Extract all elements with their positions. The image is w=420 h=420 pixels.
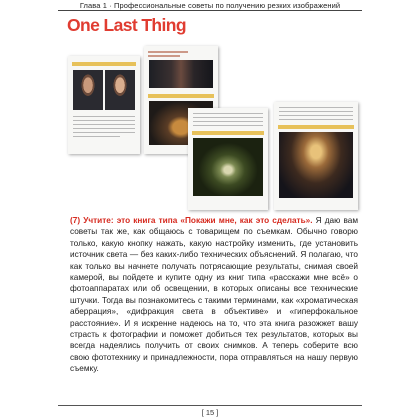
paragraph-lead: (7) Учтите: это книга типа «Покажи мне, как это сделать». xyxy=(70,216,313,225)
book-spread-illustration xyxy=(68,44,368,212)
header-rule xyxy=(58,10,362,11)
section-title: One Last Thing xyxy=(67,15,186,35)
paragraph-text: Я даю вам советы так же, как общаюсь с товарищем по съемкам. Обычно говорю только, какую кнопку нажать, какую настройку изменить, где установить источник света — без каких-либо технических объяснений. Я полагаю, что как только вы начнете получать потрясающие результаты, снимая своей камерой, вы пойдете и купите одну из книг типа «расскажи мне всё» о фотоаппаратах или об освещении, в которых описаны все технические штучки. Тогда вы познакомитесь с такими терминами, как «хроматическая аберрация», «дифракция света в объективе» и «гиперфокальное расстояние». И я искренне надеюсь на то, что эта книга разожжет вашу страсть к фотографии и поможет добиться тех результатов, которых вы всегда надеялись получить от своих снимков. А теперь соберите всю свою фототехнику и принадлежности, пора отправляться на нашу первую съемку. xyxy=(70,216,359,374)
spread-2-right-page xyxy=(274,102,358,210)
page-number: [ 15 ] xyxy=(201,408,219,417)
before-portrait-photo xyxy=(73,70,103,110)
tree-tunnel-photo xyxy=(193,138,263,196)
running-header xyxy=(0,0,420,12)
body-paragraph xyxy=(70,215,358,375)
spread-2-left-page xyxy=(188,108,268,210)
spread-1-left-page xyxy=(68,56,140,154)
footer-rule xyxy=(58,405,362,406)
after-portrait-photo xyxy=(105,70,135,110)
dark-portrait-photo xyxy=(149,60,213,88)
cathedral-interior-photo xyxy=(279,132,353,198)
chapter-header-text: Глава 1 · Профессиональные советы по получению резких изображений xyxy=(77,1,343,10)
